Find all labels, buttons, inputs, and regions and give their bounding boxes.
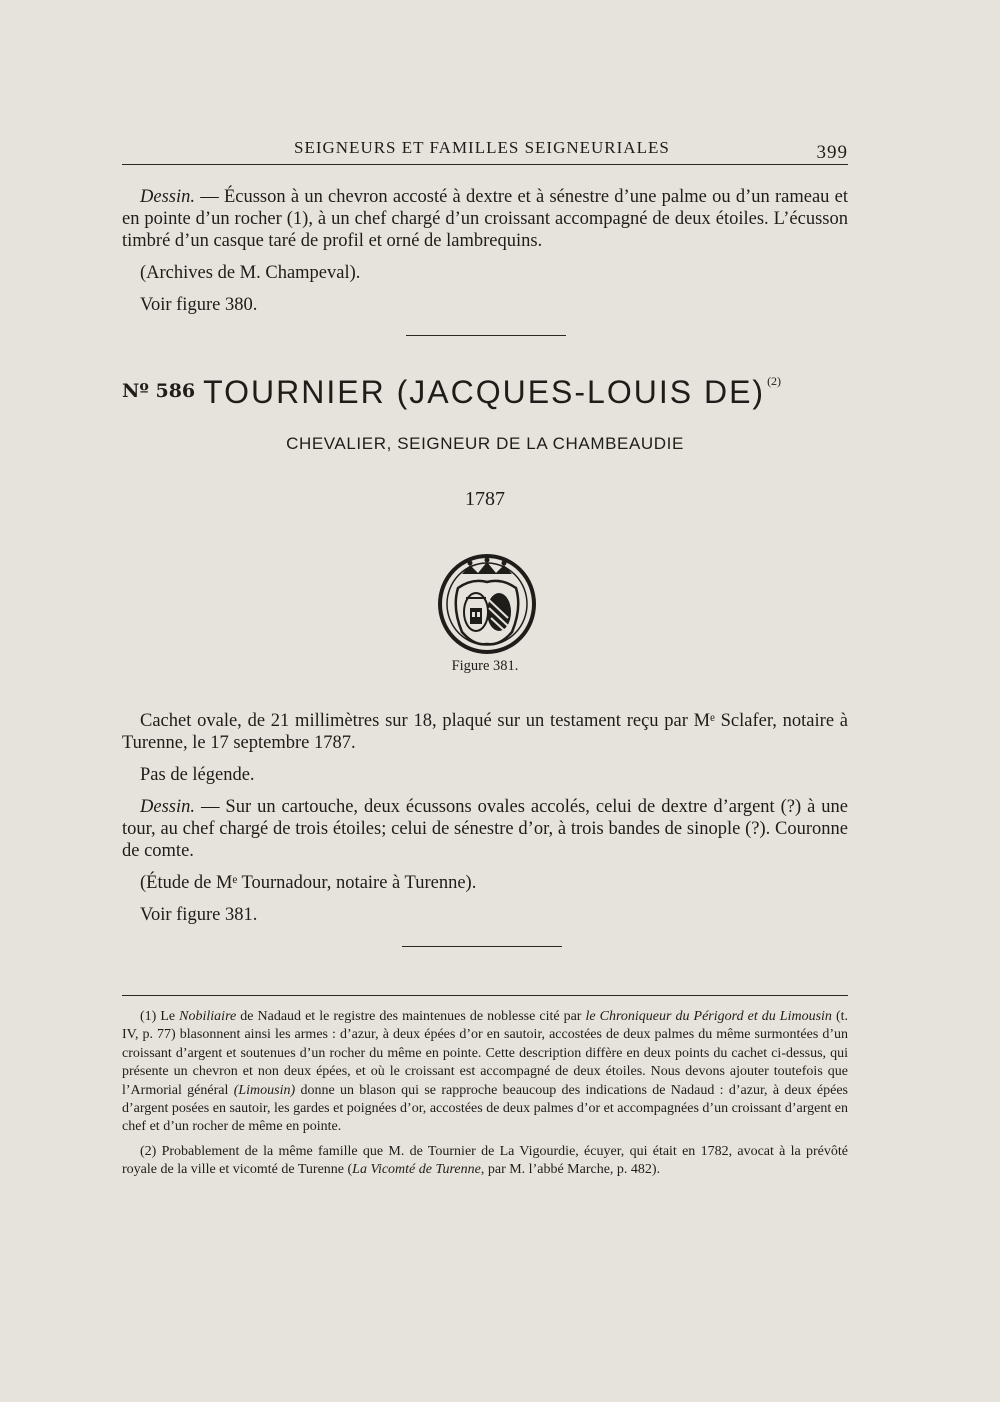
entry-figure-ref: Voir figure 381. <box>140 905 258 925</box>
figure-caption: Figure 381. <box>451 658 519 674</box>
entry-description: Cachet ovale, de 21 millimètres sur 18, plaqué sur un testament reçu par Mᵉ Sclafer, notaire à Turenne, le 17 septembre 1787. <box>122 711 848 753</box>
entry-dessin-text: — Sur un cartouche, deux écussons ovales accolés, celui de dextre d’argent (?) à une tour, au chef chargé de trois étoiles; celui de sénestre d’or, à trois bandes de sinople (?). Couronne de comte. <box>122 797 848 861</box>
entry-legend: Pas de légende. <box>140 765 255 785</box>
footnote-title: Nobiliaire <box>179 1009 237 1024</box>
previous-dessin-paragraph <box>122 186 848 252</box>
previous-dessin-text: — Écusson à un chevron accosté à dextre et à sénestre d’une palme ou d’un rameau et en pointe d’un rocher (1), à un chef chargé d’un croissant accompagné de deux étoiles. L’écusson timbré d’un casque taré de profil et orné de lambrequins. <box>122 187 848 251</box>
previous-dessin-label: Dessin. <box>140 187 195 207</box>
footnote-title: le Chroniqueur du Périgord et du Limousin <box>585 1009 832 1024</box>
footnote-text: (2) Probablement de la même famille que M. de Tournier de La Vigourdie, écuyer, qui était en 1782, avocat à la prévôté royale de la ville et vicomté de Turenne ( <box>122 1143 848 1178</box>
page-number: 399 <box>816 142 848 163</box>
section-separator <box>402 946 562 947</box>
footnote-text: (1) Le <box>140 1009 180 1024</box>
entry-year: 1787 <box>465 488 505 510</box>
footnote-title: La Vicomté de Turenne <box>352 1162 481 1178</box>
footnote-text: (t. IV, p. 77) blasonnent ainsi les armes : d’azur, à deux épées d’or en sautoir, accostées de deux palmes du même surmontées d’un croissant d’argent et soutenues d’un rocher du même en pointe. Cette description diffère en deux points du cachet ci-dessus, qui présente un chevron et non deux épées, et où le croissant est accompagné de deux étoiles. Nous devons ajouter toutefois que l’Armorial général <box>122 1009 849 1098</box>
entry-number: Nº 586 <box>122 380 196 402</box>
footnote-text: de Nadaud et le registre des maintenues de noblesse cité par <box>236 1009 586 1024</box>
entry-note-ref: (2) <box>767 374 782 388</box>
entry-dessin-paragraph <box>122 796 848 862</box>
footnote-2 <box>122 1143 848 1180</box>
entry-body <box>122 710 848 926</box>
footnote-title: (Limousin) <box>233 1082 296 1098</box>
seal-image <box>432 548 542 656</box>
previous-entry <box>122 186 848 316</box>
entry-source: (Étude de Mᵉ Tournadour, notaire à Turenne). <box>140 873 477 893</box>
section-separator <box>406 335 566 336</box>
footnote-text: donne un blason qui se rapproche beaucoup des indications de Nadaud : d’azur, à deux épées d’argent posées en sautoir, les gardes et poignées d’or, accostées de deux palmes d’or et accompagnées d’un croissant d’argent en chef et d’un rocher de même en pointe. <box>122 1082 848 1135</box>
footnotes <box>122 1008 848 1180</box>
footnote-1 <box>122 1008 848 1137</box>
footnote-rule <box>122 995 848 996</box>
entry-dessin-label: Dessin. <box>140 797 195 817</box>
header-rule <box>122 164 848 165</box>
entry-heading <box>122 374 848 411</box>
previous-source: (Archives de M. Champeval). <box>140 263 361 283</box>
previous-figure-ref: Voir figure 380. <box>140 295 258 315</box>
running-title: SEIGNEURS ET FAMILLES SEIGNEURIALES <box>294 138 670 157</box>
footnote-text: , par M. l’abbé Marche, p. 482). <box>480 1162 661 1178</box>
entry-name: TOURNIER (JACQUES-LOUIS DE) <box>203 374 766 410</box>
entry-subtitle: CHEVALIER, SEIGNEUR DE LA CHAMBEAUDIE <box>286 434 684 453</box>
